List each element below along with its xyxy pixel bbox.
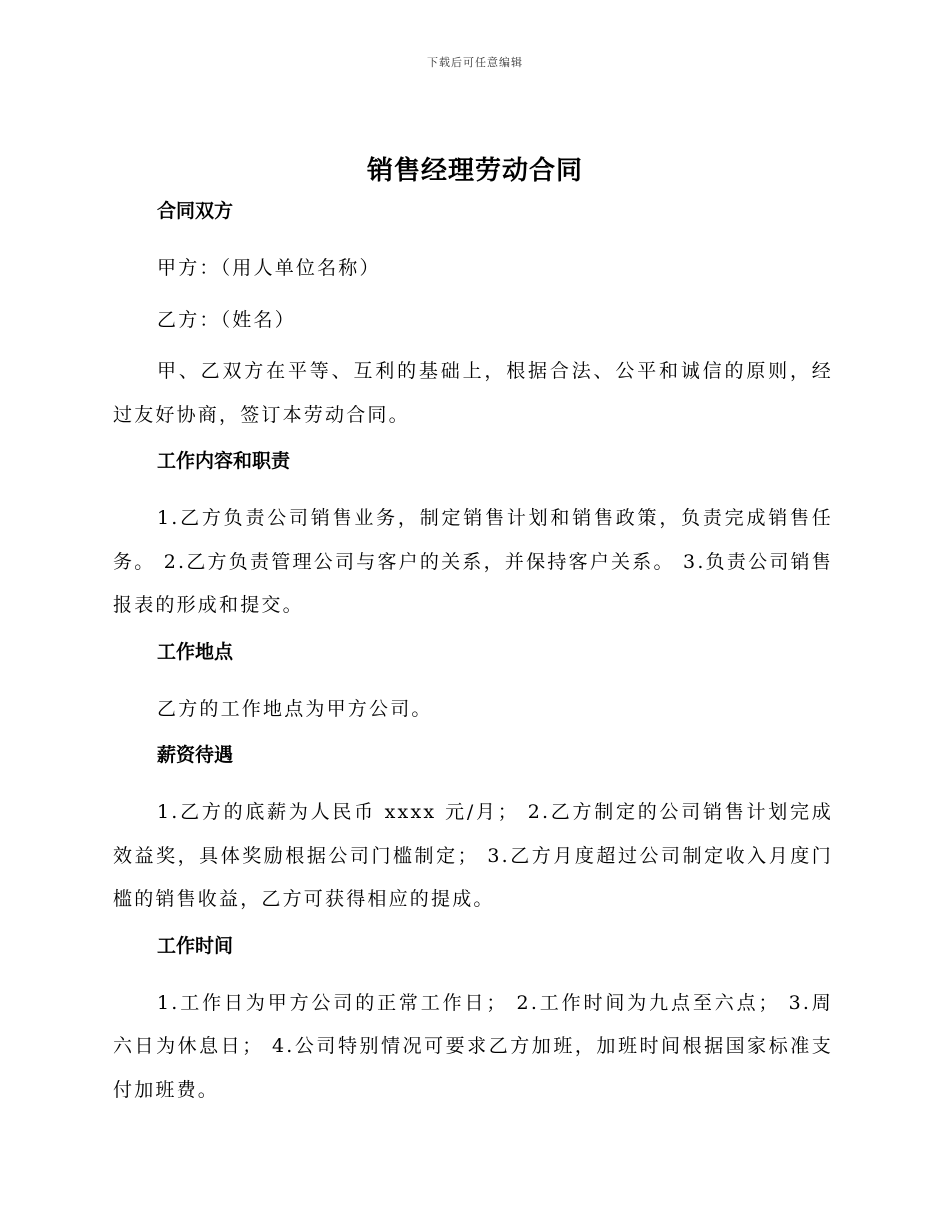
party-b-line: 乙方：（姓名） <box>157 308 296 331</box>
section-heading-duties: 工作内容和职责 <box>157 450 291 472</box>
duties-paragraph: 1.乙方负责公司销售业务，制定销售计划和销售政策，负责完成销售任务。 2.乙方负责管理公司与客户的关系，并保持客户关系。 3.负责公司销售报表的形成和提交。 <box>113 507 833 616</box>
hours-paragraph: 1.工作日为甲方公司的正常工作日； 2.工作时间为九点至六点； 3.周六日为休息日； 4.公司特别情况可要求乙方加班，加班时间根据国家标准支付加班费。 <box>113 991 833 1101</box>
party-a-line: 甲方：（用人单位名称） <box>157 257 381 279</box>
location-paragraph: 乙方的工作地点为甲方公司。 <box>157 697 433 720</box>
section-heading-hours: 工作时间 <box>157 934 234 957</box>
section-heading-salary: 薪资待遇 <box>157 744 234 766</box>
section-heading-location: 工作地点 <box>157 640 234 663</box>
page-title: 销售经理劳动合同 <box>366 156 583 186</box>
section-heading-parties: 合同双方 <box>157 200 234 222</box>
document-body <box>113 195 833 1120</box>
intro-paragraph: 甲、乙双方在平等、互利的基础上，根据合法、公平和诚信的原则，经过友好协商，签订本劳动合同。 <box>113 360 833 426</box>
header-note: 下载后可任意编辑 <box>427 56 523 69</box>
salary-paragraph: 1.乙方的底薪为人民币 xxxx 元/月； 2.乙方制定的公司销售计划完成效益奖，具体奖励根据公司门槛制定； 3.乙方月度超过公司制定收入月度门槛的销售收益，乙方可获得相应的提成。 <box>113 801 833 910</box>
